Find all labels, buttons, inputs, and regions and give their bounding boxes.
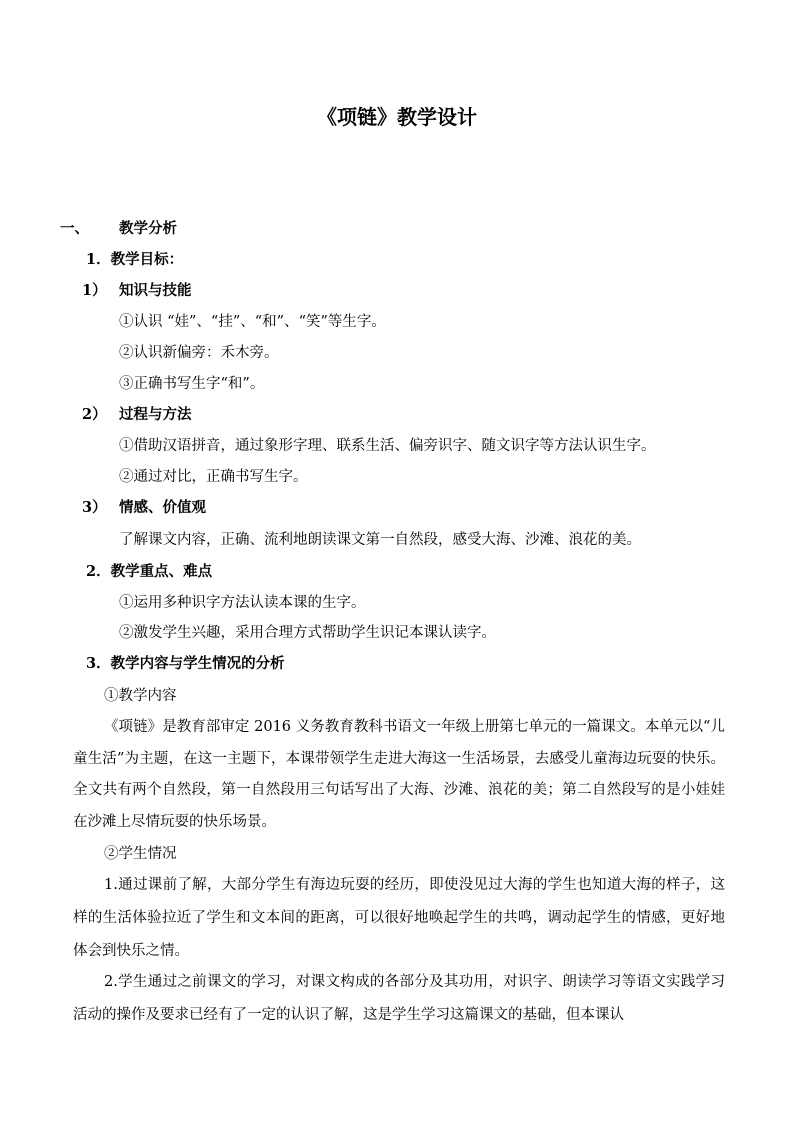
- subheading-3-number: 3）: [82, 499, 107, 516]
- difficulty-item-1: ①运用多种识字方法认读本课的生字。: [119, 595, 366, 611]
- knowledge-item-1: ①认识 “娃”、“挂”、“和”、“笑”等生字。: [119, 314, 386, 330]
- method-item-1: ①借助汉语拼音，通过象形字理、联系生活、偏旁识字、随文识字等方法认识生字。: [119, 438, 656, 454]
- heading-content-analysis: 3．教学内容与学生情况的分析: [86, 655, 285, 672]
- page-title: 《项链》教学设计: [317, 105, 477, 129]
- knowledge-item-2: ②认识新偏旁：禾木旁。: [119, 345, 279, 361]
- teaching-content-label: ①教学内容: [104, 688, 177, 704]
- subheading-2-number: 2）: [82, 406, 107, 423]
- knowledge-item-3: ③正确书写生字“和”。: [119, 376, 265, 392]
- heading-teaching-goals: 1．教学目标：: [86, 251, 184, 268]
- subheading-knowledge-skills: 知识与技能: [119, 282, 192, 299]
- subheading-emotion-values: 情感、价值观: [119, 499, 206, 516]
- student-situation-paragraph-1: 1.通过课前了解，大部分学生有海边玩耍的经历，即使没见过大海的学生也知道大海的样子，这样的生活体验拉近了学生和文本间的距离，可以很好地唤起学生的共鸣，调动起学生的情感，更好地体会到快乐之情。: [73, 877, 725, 959]
- subheading-process-method: 过程与方法: [119, 406, 192, 423]
- section-1-number: 一、: [60, 220, 89, 237]
- heading-key-difficult-points: 2．教学重点、难点: [86, 563, 213, 580]
- student-situation-label: ②学生情况: [104, 846, 177, 862]
- emotion-item: 了解课文内容，正确、流利地朗读课文第一自然段，感受大海、沙滩、浪花的美。: [119, 532, 641, 548]
- teaching-content-paragraph: 《项链》是教育部审定 2016 义务教育教科书语文一年级上册第七单元的一篇课文。本单元以“儿童生活”为主题，在这一主题下，本课带领学生走进大海这一生活场景，去感受儿童海边玩耍的快乐。全文共有两个自然段，第一自然段用三句话写出了大海、沙滩、浪花的美；第二自然段写的是小娃娃在沙滩上尽情玩耍的快乐场景。: [73, 719, 725, 830]
- method-item-2: ②通过对比，正确书写生字。: [119, 469, 308, 485]
- student-situation-paragraph-2: 2.学生通过之前课文的学习，对课文构成的各部分及其功用，对识字、朗读学习等语文实践学习活动的操作及要求已经有了一定的认识了解，这是学生学习这篇课文的基础，但本课认: [73, 974, 725, 1023]
- section-1-heading: 教学分析: [119, 220, 177, 237]
- difficulty-item-2: ②激发学生兴趣，采用合理方式帮助学生识记本课认读字。: [119, 625, 496, 641]
- subheading-1-number: 1）: [82, 282, 107, 299]
